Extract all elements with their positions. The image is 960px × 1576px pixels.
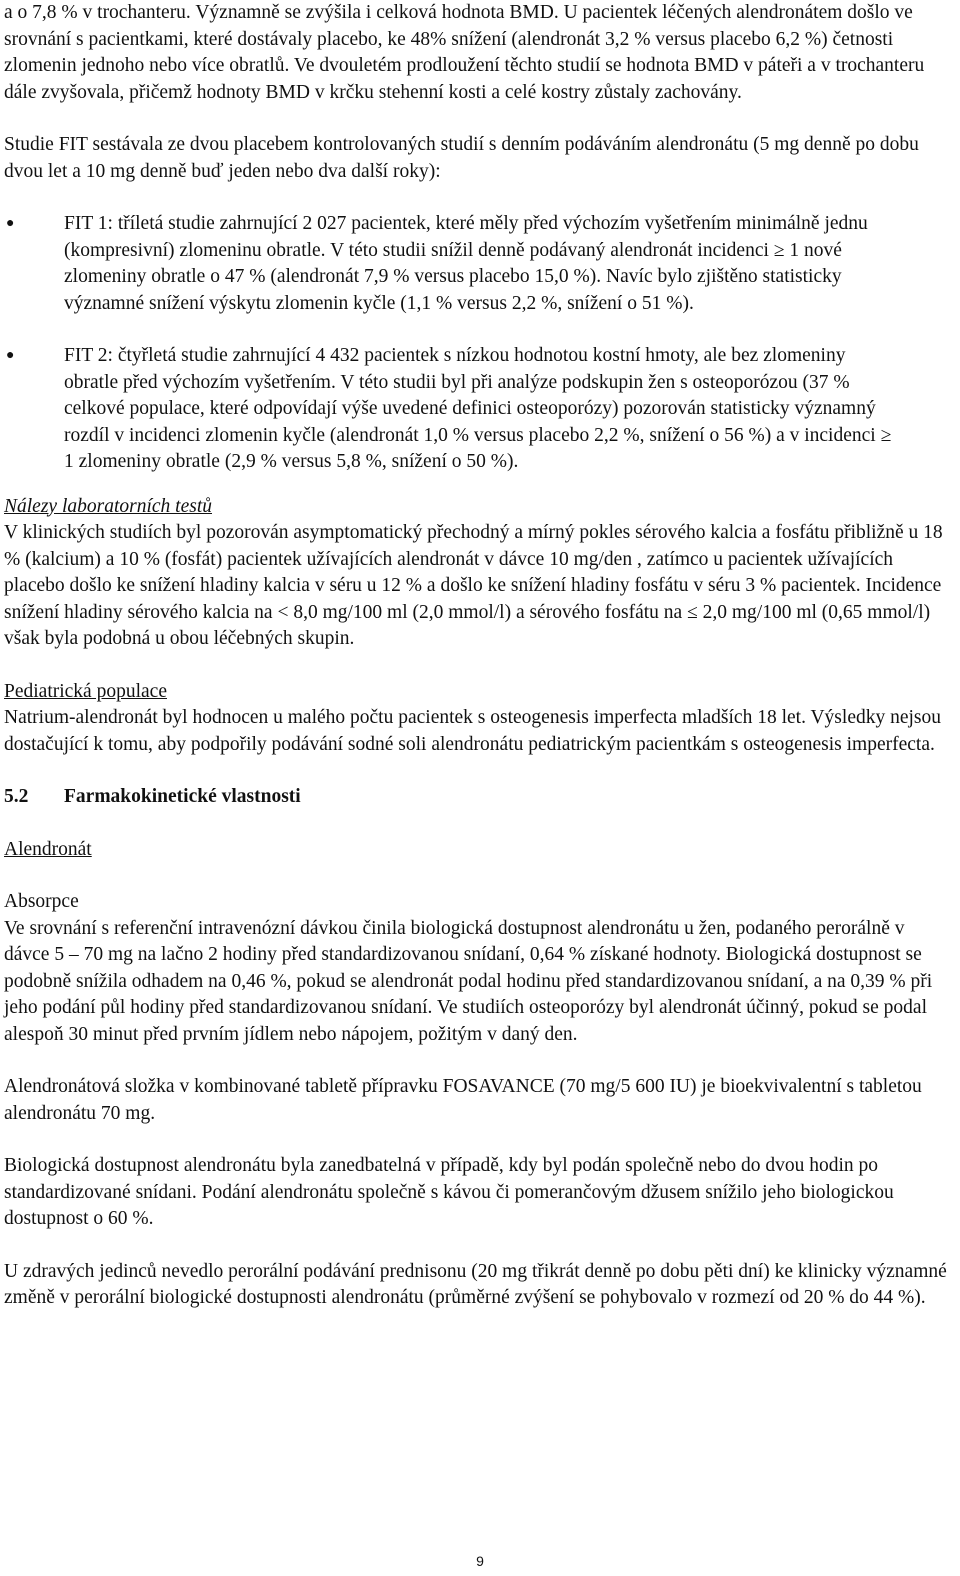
absorption-text: Ve srovnání s referenční intravenózní dávkou činila biologická dostupnost alendronátu u žen, podaného perorálně v dávce 5 – 70 mg na lačno 2 hodiny před standardizovanou snídaní, 0,64 % získané hodnoty. Biologická dostupnost se podobně snížila odhadem na 0,46 %, pokud se alendronát podal hodinu před standardizovanou snídaní, a na 0,39 % při jeho podání půl hodiny před standardizovanou snídaní. Ve studiích osteoporózy byl alendronát účinný, pokud se podal alespoň 30 minut před prvním jídlem nebo nápojem, požitým v daný den.: [4, 917, 933, 1045]
paragraph-fosavance: Alendronátová složka v kombinované tabletě přípravku FOSAVANCE (70 mg/5 600 IU) je bioekvivalentní s tabletou alendronátu 70 mg.: [4, 1076, 922, 1124]
lab-findings-text: V klinických studiích byl pozorován asymptomatický přechodný a mírný pokles sérového kalcia a fosfátu přibližně u 18 % (kalcium) a 10 % (fosfát) pacientek užívajících alendronát v dávce 10 mg/den , zatímco u pacientek užívajících placebo došlo ke snížení hladiny kalcia v séru u 12 % a došlo ke snížení hladiny fosfátu v séru 3 % pacientek. Incidence snížení hladiny sérového kalcia na < 8,0 mg/100 ml (2,0 mmol/l) a sérového fosfátu na ≤ 2,0 mg/100 ml (0,65 mmol/l) však byla podobná u obou léčebných skupin.: [4, 522, 943, 649]
bullet-icon: ●: [6, 216, 15, 231]
section-heading: [4, 784, 954, 811]
list-item-fit2: [4, 343, 954, 476]
document-page: [4, 0, 954, 1338]
section-number: 5.2: [4, 786, 29, 807]
list-item-fit1: [4, 211, 954, 317]
pediatric-title: Pediatrická populace: [4, 680, 167, 702]
fit2-text: FIT 2: čtyřletá studie zahrnující 4 432 pacientek s nízkou hodnotou kostní hmoty, ale bez zlomeniny obratle před výchozím vyšetřením. V této studii byl při analýze podskupin žen s osteoporózou (37 % celkové populace, které odpovídají výše uvedené definici osteoporózy) pozorován statisticky významný rozdíl v incidenci zlomenin kyčle (alendronát 1,0 % versus placebo 2,2 %, snížení o 56 %) a v incidenci ≥ 1 zlomeniny obratle (2,9 % versus 5,8 %, snížení o 50 %).: [64, 345, 892, 472]
fit1-text: FIT 1: tříletá studie zahrnující 2 027 pacientek, které měly před výchozím vyšetřením minimálně jednu (kompresivní) zlomeninu obratle. V této studii snížil denně podávaný alendronát incidenci ≥ 1 nové zlomeniny obratle o 47 % (alendronát 7,9 % versus placebo 15,0 %). Navíc bylo zjištěno statisticky významné snížení výskytu zlomenin kyčle (1,1 % versus 2,2 %, snížení o 51 %).: [64, 213, 868, 314]
fit-bullet-list: [4, 211, 954, 476]
paragraph-food-effect: Biologická dostupnost alendronátu byla zanedbatelná v případě, kdy byl podán společně nebo do dvou hodin po standardizované snídani. Podání alendronátu společně s kávou či pomerančovým džusem snížilo jeho biologickou dostupnost o 60 %.: [4, 1155, 894, 1229]
subsection-title: Alendronát: [4, 838, 92, 860]
pediatric-text: Natrium-alendronát byl hodnocen u malého počtu pacientek s osteogenesis imperfecta mladších 18 let. Výsledky nejsou dostačující k tomu, aby podpořily podávání sodné soli alendronátu pediatrickým pacientkám s osteogenesis imperfecta.: [4, 707, 942, 755]
page-number: 9: [476, 1553, 484, 1569]
paragraph-bmd-results: a o 7,8 % v trochanteru. Významně se zvýšila i celková hodnota BMD. U pacientek léčených alendronátem došlo ve srovnání s pacientkami, které dostávaly placebo, ke 48% snížení (alendronát 3,2 % versus placebo 6,2 %) četnosti zlomenin jednoho nebo více obratlů. Ve dvouletém prodloužení těchto studií se hodnota BMD v páteři a v trochanteru dále zvyšovala, přičemž hodnoty BMD v krčku stehenní kosti a celé kostry zůstaly zachovány.: [4, 2, 925, 103]
absorption-title: Absorpce: [4, 891, 79, 912]
bullet-icon: ●: [6, 348, 15, 363]
paragraph-fit-study: Studie FIT sestávala ze dvou placebem kontrolovaných studií s denním podáváním alendronátu (5 mg denně po dobu dvou let a 10 mg denně buď jeden nebo dva další roky):: [4, 134, 919, 182]
lab-findings-title: Nálezy laboratorních testů: [4, 495, 212, 517]
paragraph-prednisone: U zdravých jedinců nevedlo perorální podávání prednisonu (20 mg třikrát denně po dobu pěti dní) ke klinicky významné změně v perorální biologické dostupnosti alendronátu (průměrné zvýšení se pohybovalo v rozmezí od 20 % do 44 %).: [4, 1260, 947, 1308]
section-title: Farmakokinetické vlastnosti: [64, 786, 301, 807]
